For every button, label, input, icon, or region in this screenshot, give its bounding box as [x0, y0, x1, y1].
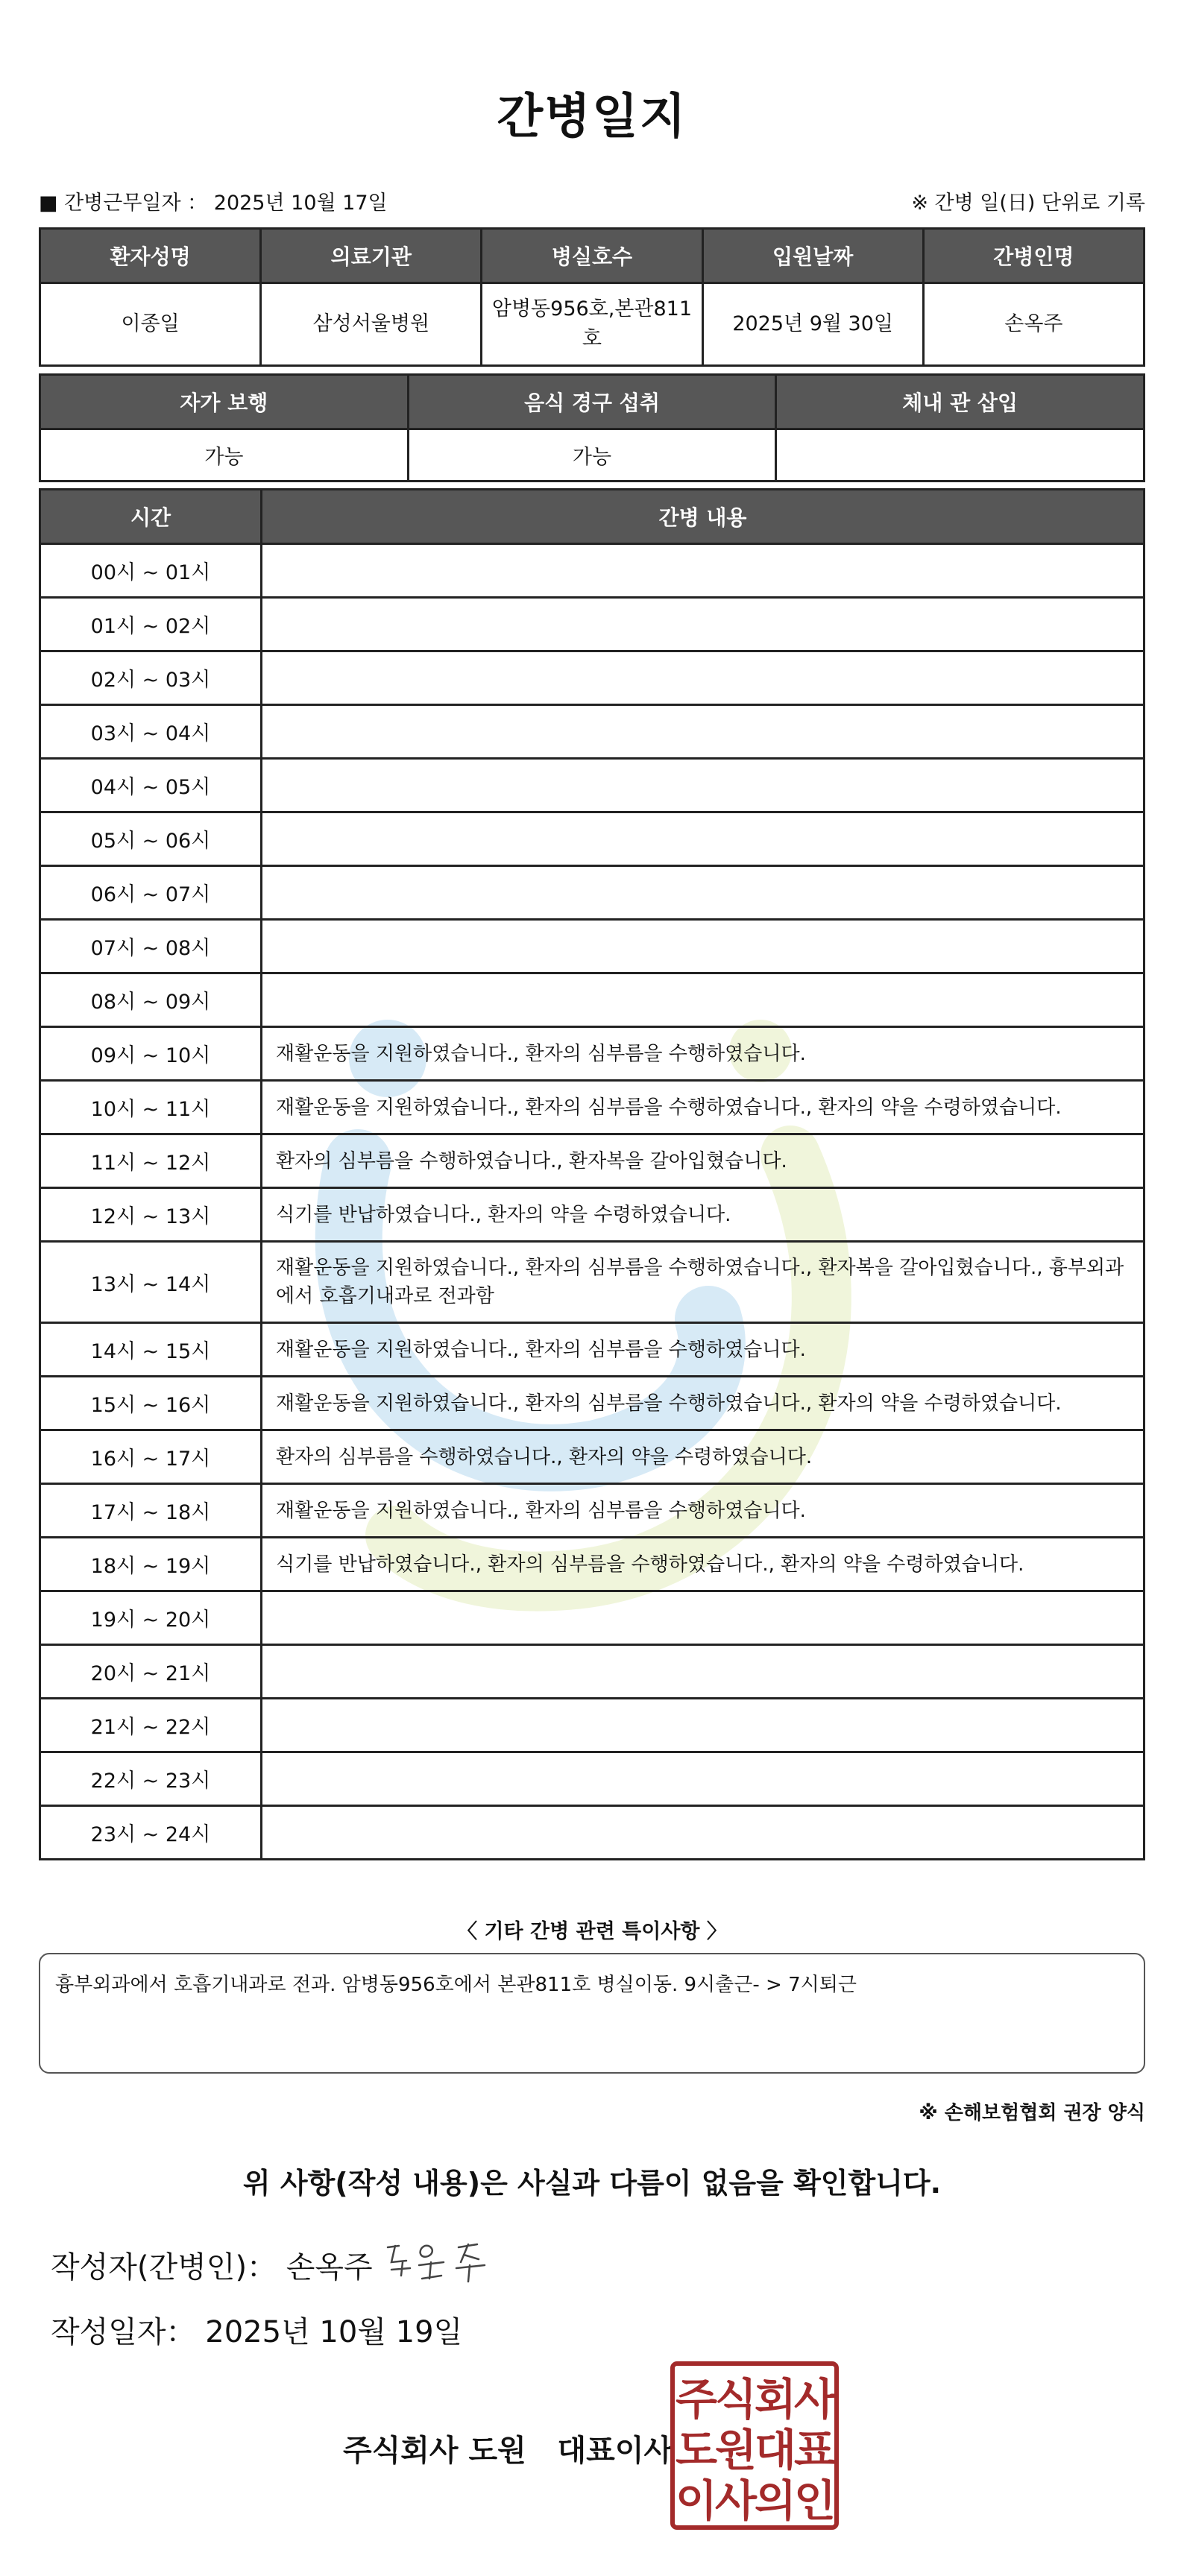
work-date-line	[39, 186, 388, 215]
svg-text:주식회사: 주식회사	[675, 2374, 834, 2425]
patient-info-table	[39, 227, 1145, 367]
table-row	[40, 1081, 1144, 1134]
log-content: 재활운동을 지원하였습니다., 환자의 심부름을 수행하였습니다.	[262, 1484, 1144, 1538]
oral-intake-value: 가능	[408, 429, 776, 482]
status-value-row	[40, 429, 1144, 482]
writer-label: 작성자(간병인)：	[51, 2250, 277, 2285]
tube-insertion-value	[776, 429, 1144, 482]
log-content	[262, 705, 1144, 759]
status-header-row	[40, 375, 1144, 429]
table-row	[40, 1538, 1144, 1591]
log-time: 09시 ~ 10시	[40, 1027, 262, 1081]
svg-text:도원대표: 도원대표	[675, 2425, 834, 2475]
log-time: 07시 ~ 08시	[40, 920, 262, 973]
log-time: 17시 ~ 18시	[40, 1484, 262, 1538]
log-time: 19시 ~ 20시	[40, 1591, 262, 1645]
company-representative: 주식회사 도원 대표이사	[343, 2434, 673, 2468]
patient-header-row	[40, 229, 1144, 283]
table-row	[40, 1484, 1144, 1538]
log-content: 재활운동을 지원하였습니다., 환자의 심부름을 수행하였습니다., 환자의 약을 수령하였습니다.	[262, 1081, 1144, 1134]
log-content: 재활운동을 지원하였습니다., 환자의 심부름을 수행하였습니다.	[262, 1323, 1144, 1377]
association-note: ※ 손해보험협회 권장 양식	[919, 2102, 1145, 2124]
table-row	[40, 1188, 1144, 1242]
table-row	[40, 920, 1144, 973]
log-time: 02시 ~ 03시	[40, 651, 262, 705]
table-row	[40, 759, 1144, 812]
log-content: 환자의 심부름을 수행하였습니다., 환자의 약을 수령하였습니다.	[262, 1430, 1144, 1484]
header-self-walking: 자가 보행	[40, 375, 409, 429]
log-header-row	[40, 490, 1144, 544]
self-walking-value: 가능	[40, 429, 409, 482]
admission-date: 2025년 9월 30일	[702, 283, 923, 366]
log-time: 11시 ~ 12시	[40, 1134, 262, 1188]
header-admission-date: 입원날짜	[702, 229, 923, 283]
patient-name: 이종일	[40, 283, 261, 366]
header-care-content: 간병 내용	[262, 490, 1144, 544]
header-hospital: 의료기관	[261, 229, 482, 283]
log-time: 05시 ~ 06시	[40, 812, 262, 866]
log-content	[262, 973, 1144, 1027]
log-time: 06시 ~ 07시	[40, 866, 262, 920]
log-content	[262, 759, 1144, 812]
table-row	[40, 1134, 1144, 1188]
table-row	[40, 1430, 1144, 1484]
log-time: 18시 ~ 19시	[40, 1538, 262, 1591]
work-date-label: ■ 간병근무일자 ：	[39, 192, 208, 215]
written-date-line	[51, 2308, 462, 2351]
log-time: 04시 ~ 05시	[40, 759, 262, 812]
table-row	[40, 705, 1144, 759]
writer-line	[51, 2244, 373, 2286]
header-tube-insertion: 체내 관 삽입	[776, 375, 1144, 429]
log-content	[262, 1752, 1144, 1806]
log-content: 환자의 심부름을 수행하였습니다., 환자복을 갈아입혔습니다.	[262, 1134, 1144, 1188]
log-time: 01시 ~ 02시	[40, 598, 262, 651]
writer-name: 손옥주	[286, 2250, 373, 2285]
table-row	[40, 1323, 1144, 1377]
log-content: 재활운동을 지원하였습니다., 환자의 심부름을 수행하였습니다.	[262, 1027, 1144, 1081]
log-time: 23시 ~ 24시	[40, 1806, 262, 1860]
company-seal	[670, 2361, 840, 2531]
table-row	[40, 1699, 1144, 1752]
handwritten-signature	[373, 2232, 522, 2288]
header-oral-intake: 음식 경구 섭취	[408, 375, 776, 429]
table-row	[40, 1027, 1144, 1081]
log-content: 재활운동을 지원하였습니다., 환자의 심부름을 수행하였습니다., 환자의 약을 수령하였습니다.	[262, 1377, 1144, 1430]
log-time: 03시 ~ 04시	[40, 705, 262, 759]
log-time: 15시 ~ 16시	[40, 1377, 262, 1430]
patient-status-table	[39, 373, 1145, 482]
log-time: 20시 ~ 21시	[40, 1645, 262, 1699]
log-content	[262, 920, 1144, 973]
table-row	[40, 651, 1144, 705]
table-row	[40, 1377, 1144, 1430]
written-date-value: 2025년 10월 19일	[205, 2315, 463, 2349]
unit-note: ※ 간병 일(日) 단위로 기록	[911, 192, 1145, 215]
table-row	[40, 1806, 1144, 1860]
caregiver-name: 손옥주	[923, 283, 1144, 366]
table-row	[40, 1242, 1144, 1323]
header-caregiver: 간병인명	[923, 229, 1144, 283]
table-row	[40, 598, 1144, 651]
log-time: 12시 ~ 13시	[40, 1188, 262, 1242]
log-content: 재활운동을 지원하였습니다., 환자의 심부름을 수행하였습니다., 환자복을 갈아입혔습니다., 흉부외과에서 호흡기내과로 전과함	[262, 1242, 1144, 1323]
hospital-name: 삼성서울병원	[261, 283, 482, 366]
notes-text: 흉부외과에서 호흡기내과로 전과. 암병동956호에서 본관811호 병실이동. 9시출근- > 7시퇴근	[55, 1974, 857, 1996]
log-content	[262, 544, 1144, 598]
log-content	[262, 1645, 1144, 1699]
table-row	[40, 1645, 1144, 1699]
svg-text:이사의인: 이사의인	[675, 2475, 834, 2526]
table-row	[40, 866, 1144, 920]
log-content	[262, 1699, 1144, 1752]
log-content	[262, 1806, 1144, 1860]
log-content	[262, 1591, 1144, 1645]
log-content	[262, 812, 1144, 866]
log-time: 08시 ~ 09시	[40, 973, 262, 1027]
patient-value-row	[40, 283, 1144, 366]
table-row	[40, 812, 1144, 866]
log-content: 식기를 반납하였습니다., 환자의 심부름을 수행하였습니다., 환자의 약을 수령하였습니다.	[262, 1538, 1144, 1591]
written-date-label: 작성일자：	[51, 2315, 196, 2349]
header-room: 병실호수	[482, 229, 702, 283]
log-time: 22시 ~ 23시	[40, 1752, 262, 1806]
log-time: 21시 ~ 22시	[40, 1699, 262, 1752]
table-row	[40, 1591, 1144, 1645]
header-time: 시간	[40, 490, 262, 544]
log-content	[262, 598, 1144, 651]
table-row	[40, 544, 1144, 598]
log-time: 10시 ~ 11시	[40, 1081, 262, 1134]
room-number: 암병동956호,본관811호	[482, 283, 702, 366]
confirmation-statement: 위 사항(작성 내용)은 사실과 다름이 없음을 확인합니다.	[242, 2167, 942, 2200]
log-time: 13시 ~ 14시	[40, 1242, 262, 1323]
log-content	[262, 866, 1144, 920]
notes-title: 〈 기타 간병 관련 특이사항 〉	[457, 1920, 727, 1943]
table-row	[40, 1752, 1144, 1806]
header-patient-name: 환자성명	[40, 229, 261, 283]
table-row	[40, 973, 1144, 1027]
hourly-log-table	[39, 488, 1145, 1860]
document-title: 간병일지	[497, 89, 687, 145]
notes-box	[39, 1953, 1145, 2074]
log-content	[262, 651, 1144, 705]
log-time: 16시 ~ 17시	[40, 1430, 262, 1484]
log-time: 14시 ~ 15시	[40, 1323, 262, 1377]
work-date-value: 2025년 10월 17일	[213, 192, 388, 215]
log-time: 00시 ~ 01시	[40, 544, 262, 598]
log-content: 식기를 반납하였습니다., 환자의 약을 수령하였습니다.	[262, 1188, 1144, 1242]
